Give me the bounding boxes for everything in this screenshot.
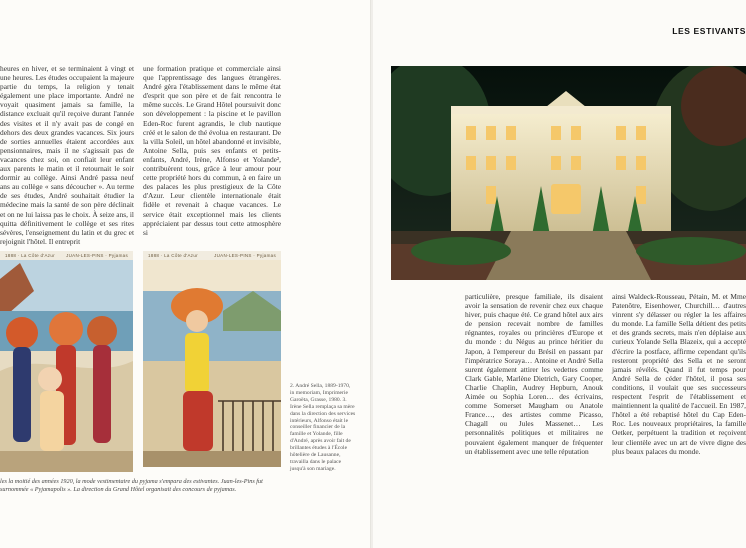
left-text-column-1 (0, 64, 134, 246)
hotel-illustration (391, 66, 746, 280)
left-text-column-2 (143, 64, 281, 237)
paragraph: une formation pratique et commerciale ainsi que l'apprentissage des langues étrangères. André gèra l'établissement dans le même état d'esprit que son père et de fait rencontra le même succès. Le Grand Hôtel poursuivit donc son développement : la piscine et le pavillon Eden-Roc furent agrandis, le club nautique créé et le salon de thé évolua en restaurant. De la villa Soleil, un hôtel abandonné et invisible, Antoine Sella, puis ses enfants et petits-enfants, André, Irène, Alfonso et Yolande², contribuèrent tous, grâce à leur amour pour cette propriété hors du commun, à en faire un des palaces les plus prestigieux de la Côte d'Azur. Leur clientèle internationale était fidèle et revenait à chaque vacances. Le service était exceptionnel mais les clients appréciaient par dessus tout cette atmosphère si (143, 64, 281, 237)
footnotes: 2. André Sella, 1889-1970, in memoriam, Imprimerie Garoëta, Grasse, 1980. 3. Irène Sella remplaça sa mère dans la direction des services intérieurs, Alfonso était le conseiller financier de la famille et Yolande, fille d'André, après avoir fait de brillantes études à l'École hôtelière de Lausanne, travailla dans le palace jusqu'à son mariage. (290, 383, 356, 472)
postcard-label: 1888 · La Côte d'Azur JUAN-LES-PINS · Pyjamas (143, 251, 281, 260)
postcard-image-2 (143, 251, 281, 467)
right-text-column-2 (612, 292, 746, 456)
paragraph: heures en hiver, et se terminaient à vingt et une heures. Les études occupaient la majeure partie du temps, la religion y tenait également une place importante. André ne voyait quasiment jamais sa famille, la distance excluait qu'il reçoive durant l'année des visites et il n'y avait pas de congé en dehors des deux grandes vacances. Six jours de sorties annuelles étaient accordées aux pensionnaires, mais il ne s'agissait pas de vacances chez soi, on confiait leur enfant aux parents le matin et il retournait le soir dormir au collège. Ainsi André passa neuf ans au collège « sans découcher ». Au terme de ses études, André souhaitait étudier la médecine mais la santé de son père déclinait et on ne lui laissa pas le choix. À seize ans, il quitta définitivement le collège et ses rites sévères, l'enseignement du latin et du grec et rejoignit l'hôtel. Il entreprit (0, 64, 134, 246)
postcard-image-1 (0, 251, 133, 472)
left-page (0, 0, 372, 548)
postcard-illustration-1 (0, 251, 133, 472)
paragraph: particulière, presque familiale, ils disaient avoir la sensation de revenir chez eux chaque hiver, puis chaque été. Ce grand hôtel aux airs de pension recevait nombre de familles régnantes, royales ou princières d'Europe et du monde : du Négus au prince héritier du Japon, à l'empereur du Brésil en passant par l'impératrice Soraya… Antoine et André Sella surent également attirer les vedettes comme Clark Gable, Marlène Dietrich, Gary Cooper, Charlie Chaplin, Audrey Hepburn, Anouk Aimée ou Sophia Loren… des écrivains, comme Somerset Maugham ou Anatole France…, des artistes comme Picasso, Chagall ou Jules Massenet… Les personnalités politiques et militaires ne pouvaient également manquer de fréquenter un établissement avec une telle réputation (465, 292, 603, 456)
postcard-illustration-2 (143, 251, 281, 467)
right-page (373, 0, 746, 548)
hotel-night-photo (391, 66, 746, 280)
right-text-column-1 (465, 292, 603, 456)
postcard-label: 1888 · La Côte d'Azur JUAN-LES-PINS · Pyjamas (0, 251, 133, 260)
image-caption: les la moitié des années 1920, la mode vestimentaire du pyjama s'empara des estivantes. Juan-les-Pins fut surnommée « Pyjamapolis ». La direction du Grand Hôtel organisait des concours de pyjamas. (0, 478, 263, 493)
paragraph: ainsi Waldeck-Rousseau, Pétain, M. et Mme Patenôtre, Eisenhower, Churchill… d'autres vinrent s'y délasser ou régler la les affaires du monde. La famille Sella détient des petits et des grands secrets, mais n'en déplaise aux curieux Yolande Sella Blazeix, qui a accepté d'écrire la postface, affirme cependant qu'ils resteront propriété des Sella et ne seront jamais révélés. Quand il fut temps pour André Sella de céder l'hôtel, il posa ses conditions, il voulait que ses successeurs respectent l'esprit de l'établissement et maintiennent la qualité de l'accueil. En 1987, l'hôtel a été rebaptisé hôtel du Cap Eden-Roc. Les nouveaux propriétaires, la famille Oetker, perpétuent la tradition et reçoivent leur clientèle avec un art de vivre digne des plus beaux palaces du monde. (612, 292, 746, 456)
running-head: LES ESTIVANTS (672, 26, 746, 36)
